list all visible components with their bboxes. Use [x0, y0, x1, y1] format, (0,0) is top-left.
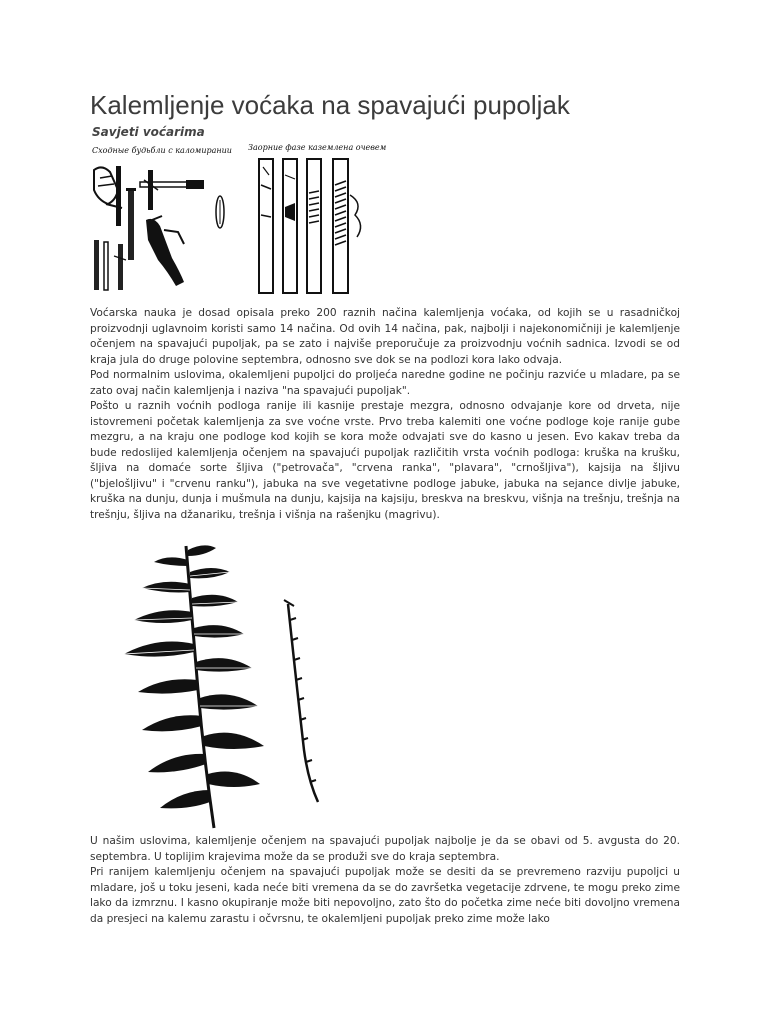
grafting-steps-illustration [88, 160, 238, 295]
paragraph-4: U našim uslovima, kalemljenje očenjem na spavajući pupoljak najbolje je da se obavi od 5. avgusta do 20. septembra. U toplijim krajevima može da se produži sve do kraja septembra. [90, 835, 680, 863]
page-title: Kalemljenje voćaka na spavajući pupoljak [90, 90, 570, 120]
paragraph-1: Voćarska nauka je dosad opisala preko 200 raznih načina kalemljenja voćaka, od kojih se u rasadničkoj proizvodnji uglavnoim koristi samo 14 načina. Od ovih 14 načina, pak, najbolji i najekonomičniji je kalemljenje očenjem na spavajući pupoljak, pa se zato i najviše preporučuje za proizvodnju voćnih sadnica. Izvodi se od kraja jula do druge polovine septembra, odnosno sve dok se na podlozi kora lako odvaja. [90, 307, 680, 366]
paragraph-5: Pri ranijem kalemljenju očenjem na spavajući pupoljak može se desiti da se prevremeno razviju pupoljci u mladare, još u toku jeseni, kada neće biti vremena da se do završetka vegetacije zdrvene, te mogu preko zime lako da izmrznu. I kasno okupiranje može biti nepovoljno, zato što do početka zime neće biti dovoljno vremena da presjeci na kalemu zarastu i očvrsnu, te okalemljeni pupoljak preko zime može lako [90, 866, 680, 925]
figure-left-caption: Сходные будьбли с каломирании [92, 146, 232, 155]
body-text-top [90, 306, 680, 523]
page-subtitle: Savjeti voćarima [92, 125, 205, 139]
figure-right-caption: Заорние фазе каземлена очевем [248, 143, 387, 152]
seedling-illustration [108, 540, 348, 832]
paragraph-3: Pošto u raznih voćnih podloga ranije ili kasnije prestaje mezgra, odnosno odvajanje kore od drveta, nije istovremeni početak kalemljenja za sve voćne vrste. Prvo treba kalemiti one voćne podloge koje ranije gube mezgru, a na kraju one podloge kod kojih se kora može odvajati sve do kasno u jesen. Evo kakav treba da bude redoslijed kalemljenja očenjem na spavajući pupoljak različitih vrsta voćnih podloga: kruška na krušku, šljiva na domaće sorte šljiva ("petrovača", "crvena ranka", "plavara", "crnošljiva"), kajsija na šljivu ("bjelošljivu" i "crvenu ranku"), jabuka na sve vegetativne podloge jabuke, jabuka na sejance divlje jabuke, kruška na dunju, dunja i mušmula na dunju, kajsija na kajsiju, breskva na breskvu, višnja na trešnju, trešnja na trešnju, šljiva na džanariku, trešnja i višnja na rašenjku (magrivu). [90, 400, 680, 521]
body-text-bottom [90, 834, 680, 927]
paragraph-2: Pod normalnim uslovima, okalemljeni pupoljci do proljeća naredne godine ne počinju razviće u mladare, pa se zato ovaj način kalemljenja i naziva "na spavajući pupoljak". [90, 369, 680, 397]
wrapped-grafts-illustration [255, 155, 370, 295]
